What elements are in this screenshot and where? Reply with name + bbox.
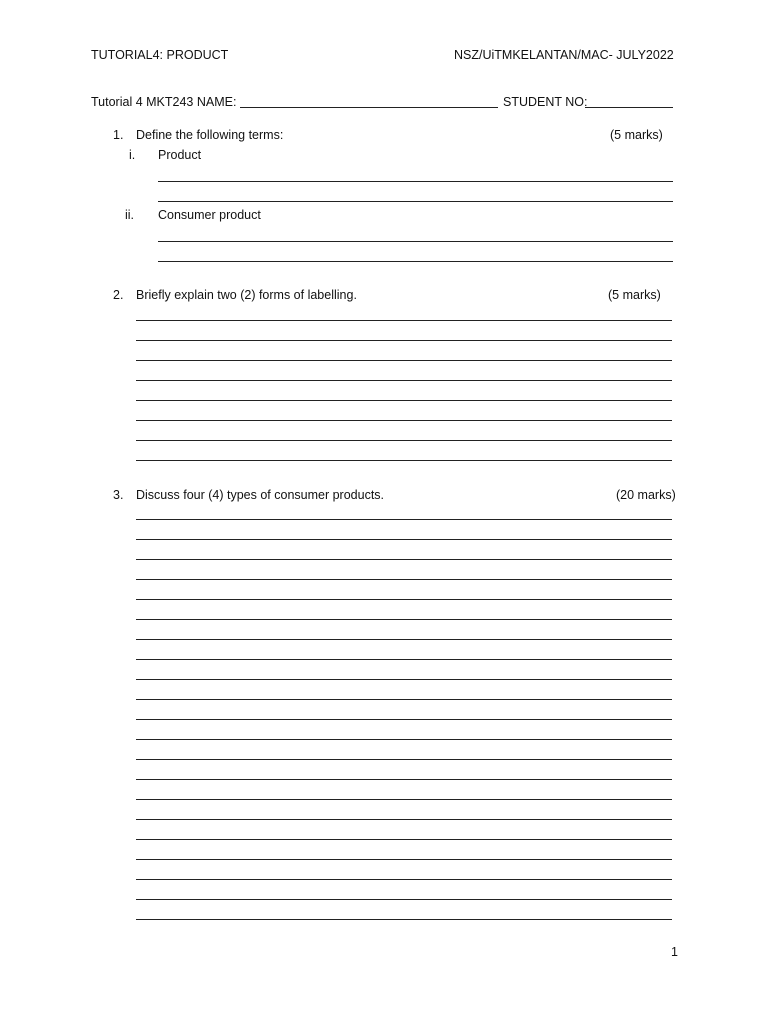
student-no-label: STUDENT NO: xyxy=(503,95,588,109)
q3-number: 3. xyxy=(113,488,124,502)
answer-line xyxy=(136,759,672,760)
answer-line xyxy=(136,340,672,341)
answer-line xyxy=(158,241,673,242)
answer-line xyxy=(136,799,672,800)
answer-line xyxy=(136,639,672,640)
answer-line xyxy=(136,619,672,620)
answer-line xyxy=(136,539,672,540)
answer-line xyxy=(136,699,672,700)
answer-line xyxy=(136,460,672,461)
answer-line xyxy=(136,559,672,560)
answer-line xyxy=(136,739,672,740)
answer-line xyxy=(136,360,672,361)
header-left: TUTORIAL4: PRODUCT xyxy=(91,48,229,62)
q3-text: Discuss four (4) types of consumer products. xyxy=(136,488,385,502)
answer-line xyxy=(136,839,672,840)
q1-sub-ii-number: ii. xyxy=(125,208,135,222)
student-no-blank xyxy=(585,107,673,108)
q1-number: 1. xyxy=(113,128,124,142)
answer-line xyxy=(136,919,672,920)
q1-sub-i-text: Product xyxy=(158,148,202,162)
answer-line xyxy=(136,719,672,720)
answer-line xyxy=(136,579,672,580)
q1-marks: (5 marks) xyxy=(610,128,663,142)
answer-line xyxy=(158,181,673,182)
tutorial-name-label: Tutorial 4 MKT243 NAME: xyxy=(91,95,237,109)
q3-marks: (20 marks) xyxy=(616,488,676,502)
answer-line xyxy=(136,819,672,820)
answer-line xyxy=(136,859,672,860)
answer-line xyxy=(158,261,673,262)
page-number: 1 xyxy=(671,945,678,959)
q1-sub-i-number: i. xyxy=(129,148,136,162)
q1-text: Define the following terms: xyxy=(136,128,284,142)
answer-line xyxy=(136,519,672,520)
header-right: NSZ/UiTMKELANTAN/MAC- JULY2022 xyxy=(454,48,674,62)
answer-line xyxy=(136,899,672,900)
q1-sub-ii-text: Consumer product xyxy=(158,208,261,222)
answer-line xyxy=(136,380,672,381)
answer-line xyxy=(136,679,672,680)
answer-line xyxy=(136,400,672,401)
answer-line xyxy=(136,779,672,780)
answer-line xyxy=(136,440,672,441)
answer-line xyxy=(158,201,673,202)
answer-line xyxy=(136,599,672,600)
q2-text: Briefly explain two (2) forms of labelling. xyxy=(136,288,357,302)
q2-number: 2. xyxy=(113,288,124,302)
answer-line xyxy=(136,320,672,321)
answer-line xyxy=(136,879,672,880)
q2-marks: (5 marks) xyxy=(608,288,661,302)
name-blank xyxy=(240,107,498,108)
answer-line xyxy=(136,659,672,660)
answer-line xyxy=(136,420,672,421)
